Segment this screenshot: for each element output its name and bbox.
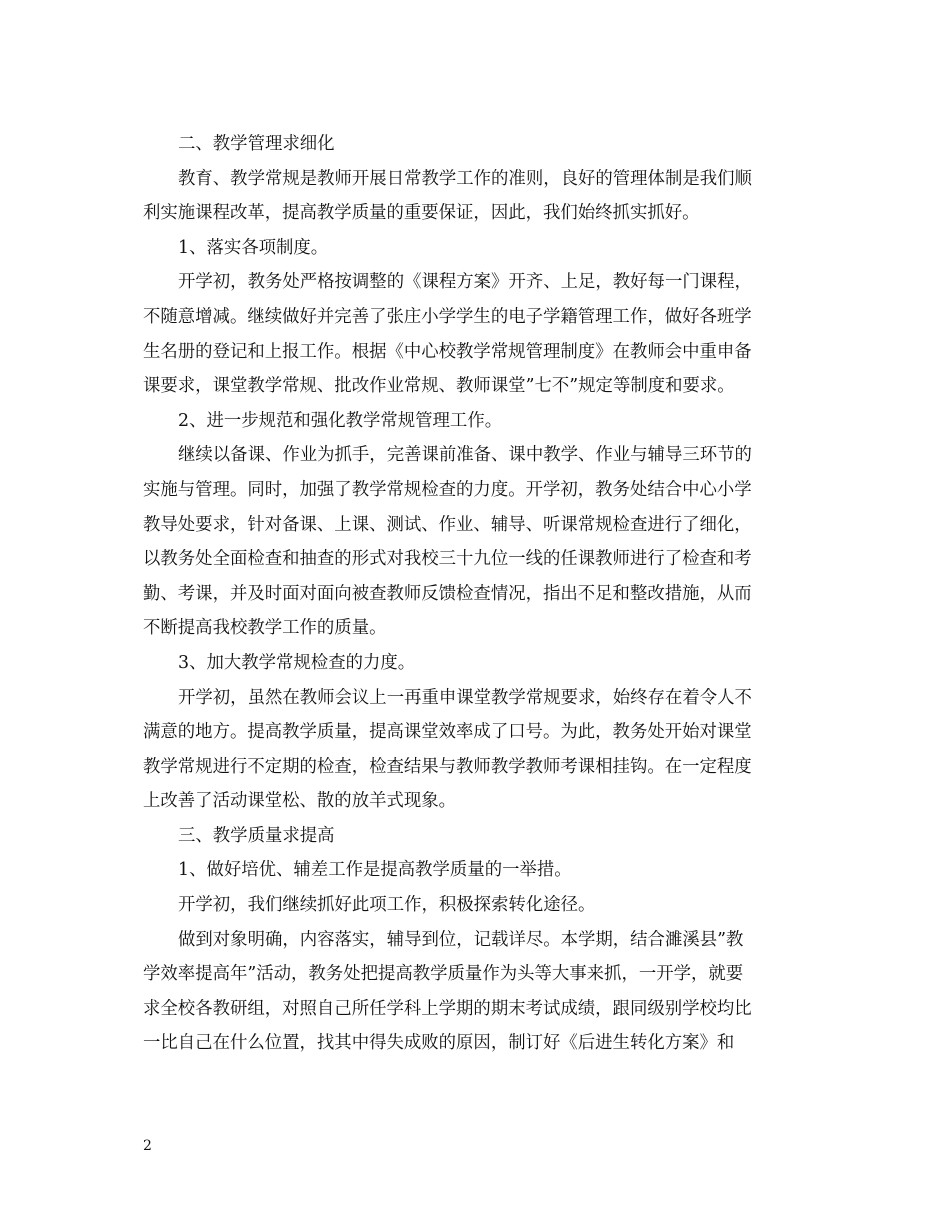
text-line: 实施与管理。同时，加强了教学常规检查的力度。开学初，教务处结合中心小学 [143,479,752,500]
text-line: 开学初，虽然在教师会议上一再重申课堂教学常规要求，始终存在着令人不 [178,687,752,708]
page-number: 2 [143,1138,152,1154]
text-line: 教育、教学常规是教师开展日常教学工作的准则，良好的管理体制是我们顺 [178,168,752,189]
text-line: 上改善了活动课堂松、散的放羊式现象。 [143,791,457,812]
text-line: 开学初，我们继续抓好此项工作，积极探索转化途径。 [178,895,596,916]
text-line: 一比自己在什么位置，找其中得失成败的原因，制订好《后进生转化方案》和 [143,1033,735,1054]
text-line: 以教务处全面检查和抽查的形式对我校三十九位一线的任课教师进行了检查和考 [143,549,752,570]
text-line: 教导处要求，针对备课、上课、测试、作业、辅导、听课常规检查进行了细化， [143,514,752,535]
text-line: 三、教学质量求提高 [178,825,335,846]
text-line: 满意的地方。提高教学质量，提高课堂效率成了口号。为此，教务处开始对课堂 [143,722,752,743]
text-line: 不随意增减。继续做好并完善了张庄小学学生的电子学籍管理工作，做好各班学 [143,306,752,327]
text-line: 2、进一步规范和强化教学常规管理工作。 [178,410,503,431]
text-line: 3、加大教学常规检查的力度。 [178,652,416,673]
text-line: 生名册的登记和上报工作。根据《中心校教学常规管理制度》在教师会中重申备 [143,341,752,362]
text-line: 做到对象明确，内容落实，辅导到位，记载详尽。本学期，结合濉溪县”教 [178,929,744,950]
document-body [143,127,805,1061]
text-line: 不断提高我校教学工作的质量。 [143,618,387,639]
text-line: 学效率提高年”活动，教务处把提高教学质量作为头等大事来抓，一开学，就要 [143,964,744,985]
text-line: 利实施课程改革，提高教学质量的重要保证，因此，我们始终抓实抓好。 [143,203,700,224]
text-line: 继续以备课、作业为抓手，完善课前准备、课中教学、作业与辅导三环节的 [178,445,752,466]
text-line: 求全校各教研组，对照自己所任学科上学期的期末考试成绩，跟同级别学校均比 [143,998,752,1019]
text-line: 勤、考课，并及时面对面向被查教师反馈检查情况，指出不足和整改措施，从而 [143,583,752,604]
text-line: 二、教学管理求细化 [178,134,335,154]
text-line: 课要求，课堂教学常规、批改作业常规、教师课堂”七不”规定等制度和要求。 [143,376,735,397]
text-line: 1、落实各项制度。 [178,237,329,258]
text-line: 开学初，教务处严格按调整的《课程方案》开齐、上足，教好每一门课程， [178,272,752,293]
text-line: 1、做好培优、辅差工作是提高教学质量的一举措。 [178,860,572,881]
text-line: 教学常规进行不定期的检查，检查结果与教师教学教师考课相挂钩。在一定程度 [143,756,752,777]
